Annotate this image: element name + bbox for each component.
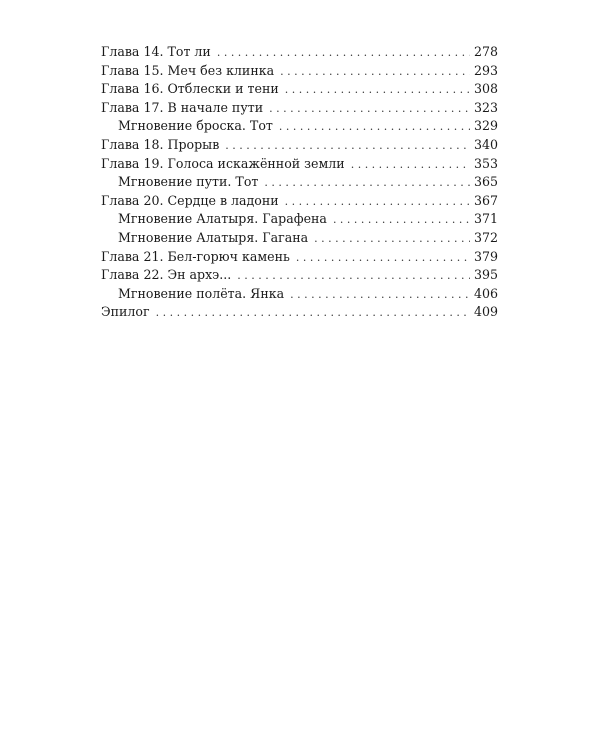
toc-entry-title: Глава 15. Меч без клинка [101,62,275,78]
toc-entry-page: 371 [473,211,498,227]
toc-subentry [101,210,498,229]
toc-entry-title: Глава 22. Эн архэ... [101,267,232,283]
toc-entry-page: 406 [473,285,498,301]
toc-subentry [101,117,498,136]
toc-dot-leader [285,81,470,100]
toc-entry [101,155,498,174]
toc-entry [101,62,498,81]
toc-subentry [101,173,498,192]
toc-entry-page: 367 [473,192,498,208]
toc-dot-leader [264,174,470,193]
toc-dot-leader [279,118,470,137]
toc-dot-leader [217,44,470,63]
toc-entry-page: 323 [473,99,498,115]
toc-entry-title: Глава 18. Прорыв [101,136,220,152]
toc-entry-page: 340 [473,136,498,152]
toc-entry [101,99,498,118]
toc-entry-page: 308 [473,81,498,97]
toc-entry-page: 365 [473,174,498,190]
toc-entry [101,136,498,155]
toc-entry-title: Глава 16. Отблески и тени [101,81,279,97]
toc-entry-title: Глава 20. Сердце в ладони [101,192,279,208]
toc-entry-title: Эпилог [101,304,150,320]
toc-dot-leader [156,304,470,323]
toc-entry-title: Мгновение полёта. Янка [118,285,285,301]
toc-entry-page: 395 [473,267,498,283]
toc-entry-page: 409 [473,304,498,320]
toc-subentry [101,285,498,304]
toc-dot-leader [314,230,470,249]
toc-entry [101,192,498,211]
toc-entry [101,266,498,285]
toc-dot-leader [285,193,470,212]
toc-entry-page: 379 [473,248,498,264]
toc-dot-leader [269,100,470,119]
toc-entry-title: Мгновение пути. Тот [118,174,259,190]
toc-entry [101,43,498,62]
toc-entry-title: Глава 14. Тот ли [101,44,211,59]
toc-dot-leader [296,249,470,268]
toc-entry-page: 278 [473,44,498,59]
toc-dot-leader [225,137,470,156]
toc-entry-title: Мгновение броска. Тот [118,118,273,134]
toc-entry-page: 353 [473,155,498,171]
toc-entry [101,80,498,99]
toc-entry-title: Глава 17. В начале пути [101,99,264,115]
toc-subentry [101,229,498,248]
toc-entry-title: Глава 21. Бел-горюч камень [101,248,290,264]
toc-dot-leader [237,267,470,286]
toc-dot-leader [280,63,470,82]
toc-dot-leader [351,156,470,175]
toc-entry-page: 293 [473,62,498,78]
toc-entry [101,303,498,322]
toc-dot-leader [333,211,470,230]
table-of-contents [101,43,498,322]
toc-entry-title: Мгновение Алатыря. Гагана [118,229,309,245]
toc-entry [101,248,498,267]
toc-entry-page: 372 [473,229,498,245]
toc-dot-leader [290,286,470,305]
toc-entry-title: Глава 19. Голоса искажённой земли [101,155,345,171]
toc-entry-title: Мгновение Алатыря. Гарафена [118,211,327,227]
toc-entry-page: 329 [473,118,498,134]
